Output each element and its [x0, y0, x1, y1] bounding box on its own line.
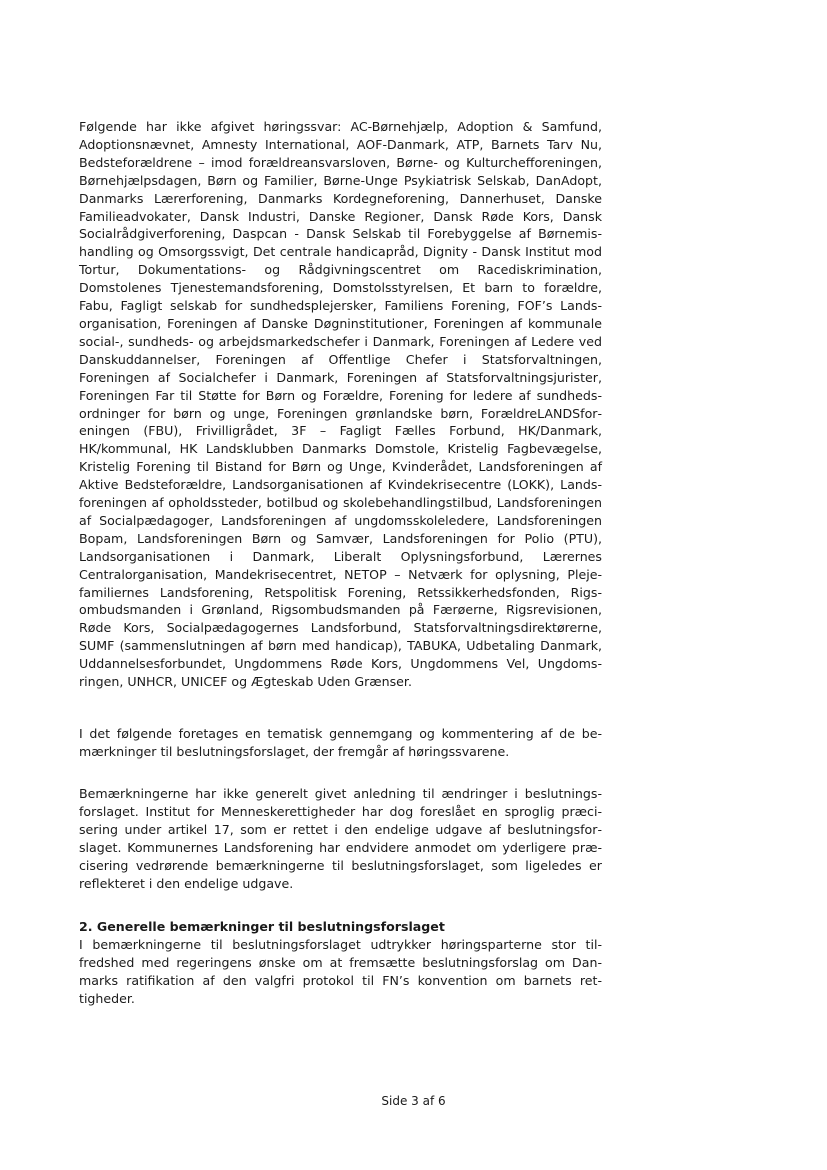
- section-2-heading: 2. Generelle bemærkninger til beslutningsforslaget: [79, 919, 445, 934]
- section-2-paragraph: I bemærkningerne til beslutningsforslaget udtrykker høringsparterne stor tilfredshed med regeringens ønske om at fremsætte beslutningsforslag om Danmarks ratifikation af den valgfri protokol til FN’s konvention om barnets rettigheder.: [79, 936, 602, 1006]
- remarks-paragraph: Bemærkningerne har ikke generelt givet anledning til ændringer i beslutningsforslaget. Institut for Menneskerettigheder har dog foreslået en sproglig præcisering under artikel 17, som er rettet i den endelige udgave af beslutningsforslaget. Kommunernes Landsforening har endvidere anmodet om yderligere præcisering vedrørende bemærkningerne til beslutningsforslaget, som ligeledes er reflekteret i den endelige udgave.: [79, 786, 602, 891]
- section-2: [79, 918, 602, 1008]
- respondents-paragraph: Følgende har ikke afgivet høringssvar: AC-Børnehjælp, Adoption & Samfund, Adoptionsnævnet, Amnesty International, AOF-Danmark, ATP, Barnets Tarv Nu, Bedsteforældrene – imod forældreansvarsloven, Børne- og Kulturchefforeningen, Børnehjælpsdagen, Børn og Familier, Børne-Unge Psykiatrisk Selskab, DanAdopt, Danmarks Lærerforening, Danmarks Kordegneforening, Dannerhuset, Danske Familieadvokater, Dansk Industri, Danske Regioner, Dansk Røde Kors, Dansk Socialrådgiverforening, Daspcan - Dansk Selskab til Forebyggelse af Børnemishandling og Omsorgssvigt, Det centrale handicapråd, Dignity - Dansk Institut mod Tortur, Dokumentations- og Rådgivningscentret om Racediskrimination, Domstolenes Tjenestemandsforening, Domstolsstyrelsen, Et barn to forældre, Fabu, Fagligt selskab for sundhedsplejersker, Familiens Forening, FOF’s Landsorganisation, Foreningen af Danske Døgninstitutioner, Foreningen af kommunale social-, sundheds- og arbejdsmarkedschefer i Danmark, Foreningen af Ledere ved Danskuddannelser, Foreningen af Offentlige Chefer i Statsforvaltningen, Foreningen af Socialchefer i Danmark, Foreningen af Statsforvaltningsjurister, Foreningen Far til Støtte for Børn og Forældre, Forening for ledere af sundhedsordninger for børn og unge, Foreningen grønlandske børn, ForældreLANDSforeningen (FBU), Frivilligrådet, 3F – Fagligt Fælles Forbund, HK/Danmark, HK/kommunal, HK Landsklubben Danmarks Domstole, Kristelig Fagbevægelse, Kristelig Forening til Bistand for Børn og Unge, Kvinderådet, Landsforeningen af Aktive Bedsteforældre, Landsorganisationen af Kvindekrisecentre (LOKK), Landsforeningen af opholdssteder, botilbud og skolebehandlingstilbud, Landsforeningen af Socialpædagoger, Landsforeningen af ungdomsskoleledere, Landsforeningen Bopam, Landsforeningen Børn og Samvær, Landsforeningen for Polio (PTU), Landsorganisationen i Danmark, Liberalt Oplysningsforbund, Lærernes Centralorganisation, Mandekrisecentret, NETOP – Netværk for oplysning, Plejefamiliernes Landsforening, Retspolitisk Forening, Retssikkerhedsfonden, Rigsombudsmanden i Grønland, Rigsombudsmanden på Færøerne, Rigsrevisionen, Røde Kors, Socialpædagogernes Landsforbund, Statsforvaltningsdirektørerne, SUMF (sammenslutningen af børn med handicap), TABUKA, Udbetaling Danmark, Uddannelsesforbundet, Ungdommens Røde Kors, Ungdommens Vel, Ungdomsringen, UNHCR, UNICEF og Ægteskab Uden Grænser.: [79, 119, 602, 690]
- intro-paragraph: I det følgende foretages en tematisk gennemgang og kommentering af de bemærkninger til beslutningsforslaget, der fremgår af høringssvarene.: [79, 726, 602, 759]
- page-number-footer: Side 3 af 6: [381, 1094, 446, 1108]
